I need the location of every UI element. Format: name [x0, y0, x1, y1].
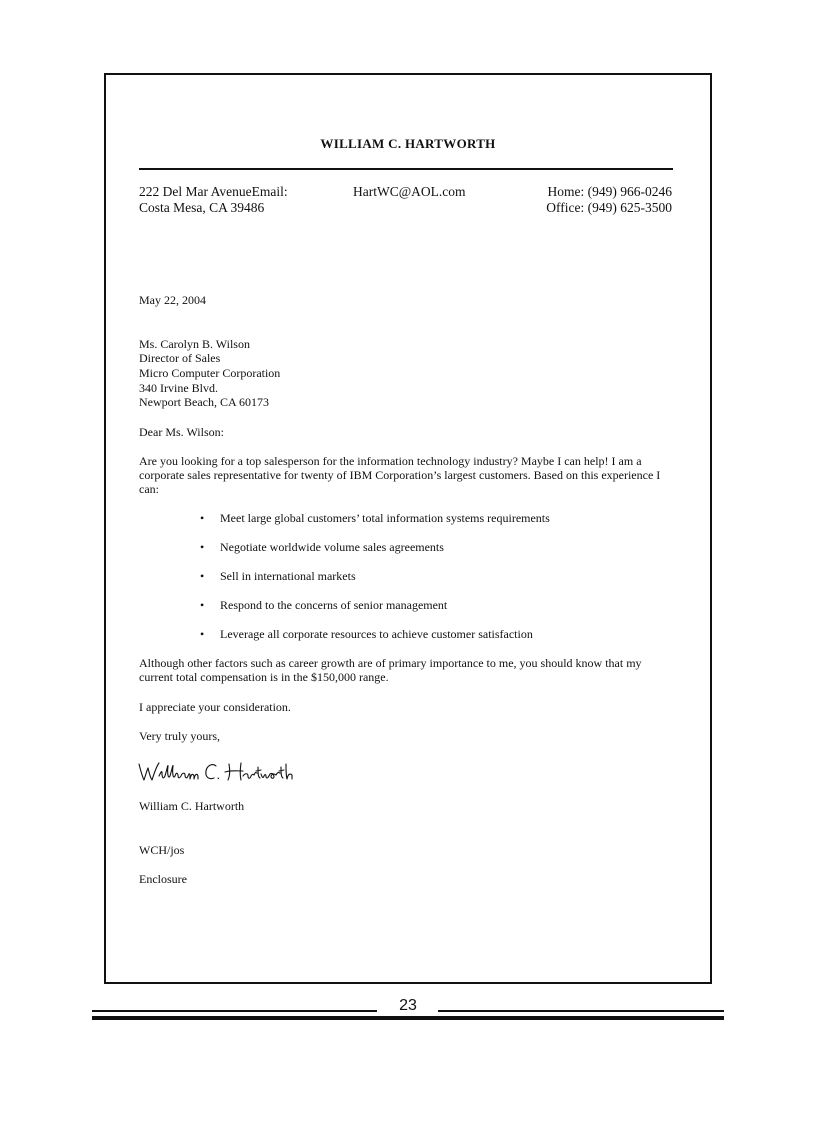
bullet-icon: • [200, 511, 205, 525]
bullet-icon: • [200, 598, 205, 612]
list-item: • Respond to the concerns of senior management [200, 598, 448, 612]
intro-paragraph: Are you looking for a top salesperson for the information technology industry? Maybe I can help! I am a corporate sales representative for twenty of IBM Corporation’s largest customers. Based on this experience I can: [139, 454, 661, 496]
page-number: 23 [399, 997, 417, 1014]
enclosure-note: Enclosure [139, 872, 187, 886]
handwritten-signature [137, 758, 307, 788]
footer-rule-right-top [438, 1010, 724, 1012]
footer-rule-bottom [92, 1016, 724, 1020]
bullet-icon: • [200, 627, 205, 641]
bullet-icon: • [200, 569, 205, 583]
recipient-title: Director of Sales [139, 351, 221, 365]
letterhead-name: WILLIAM C. HARTWORTH [320, 136, 496, 151]
salutation: Dear Ms. Wilson: [139, 425, 224, 439]
list-item: • Sell in international markets [200, 569, 356, 583]
address-line-1: 222 Del Mar AvenueEmail: [139, 184, 288, 199]
recipient-street: 340 Irvine Blvd. [139, 381, 218, 395]
home-phone: Home: (949) 966-0246 [547, 184, 672, 199]
compensation-paragraph: Although other factors such as career growth are of primary importance to me, you should know that my current total compensation is in the $150,000 range. [139, 656, 642, 684]
list-item: • Leverage all corporate resources to achieve customer satisfaction [200, 627, 533, 641]
recipient-company: Micro Computer Corporation [139, 366, 281, 380]
letterhead-rule [139, 168, 673, 170]
recipient-name: Ms. Carolyn B. Wilson [139, 337, 250, 351]
recipient-city: Newport Beach, CA 60173 [139, 395, 269, 409]
signer-name: William C. Hartworth [139, 799, 245, 813]
footer-rule-left-top [92, 1010, 377, 1012]
list-item: • Meet large global customers’ total information systems requirements [200, 511, 550, 525]
office-phone: Office: (949) 625-3500 [546, 200, 672, 215]
address-line-2: Costa Mesa, CA 39486 [139, 200, 265, 215]
list-item: • Negotiate worldwide volume sales agreements [200, 540, 444, 554]
letter-date: May 22, 2004 [139, 293, 206, 307]
email-address: HartWC@AOL.com [353, 184, 466, 199]
closing-line: Very truly yours, [139, 729, 220, 743]
bullet-icon: • [200, 540, 205, 554]
reference-initials: WCH/jos [139, 843, 185, 857]
appreciation-line: I appreciate your consideration. [139, 700, 291, 714]
